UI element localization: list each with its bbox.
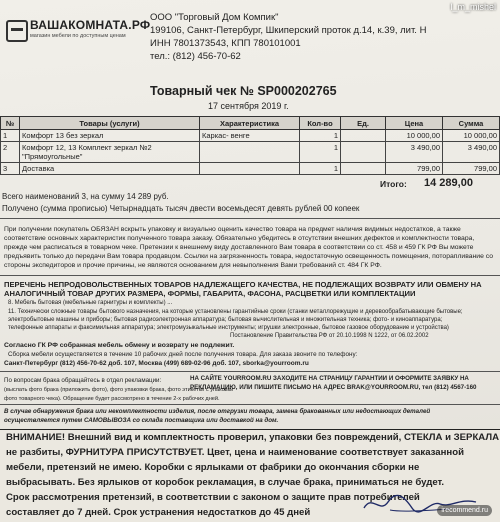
divider xyxy=(0,218,500,219)
total-label: Итого: xyxy=(380,179,407,189)
conditions-line: прежде чем расписаться в товарном чеке. Претензии к внешнему виду доставленного Вам товара в соответствии со ст. 458 и 459 ГК РФ Вы можете xyxy=(4,244,474,251)
row-characteristic xyxy=(200,142,300,163)
watermark: l_m_mishel xyxy=(450,2,496,12)
divider xyxy=(0,371,500,372)
row-number: 3 xyxy=(1,163,20,175)
notice-line: составляет до 7 дней. Срок устранения недостатков до 45 дней xyxy=(6,507,311,518)
logo-tagline: магазин мебели по доступным ценам xyxy=(30,33,126,39)
row-sum: 10 000,00 xyxy=(443,130,500,142)
row-unit xyxy=(341,142,386,163)
site-badge: irecommend.ru xyxy=(437,505,492,516)
row-sum: 3 490,00 xyxy=(443,142,500,163)
receipt-title: Товарный чек № SP000202765 xyxy=(150,84,337,98)
total-value: 14 289,00 xyxy=(424,177,473,189)
hidden-defects-line: осуществляется путем САМОВЫВОЗА со склада поставщика или доставкой на дом. xyxy=(4,417,279,424)
conditions-line: При получении покупатель ОБЯЗАН вскрыть упаковку и визуально оценить качество товара на предмет наличия видимых недостатков, а также xyxy=(4,226,461,233)
assembly-line: Санкт-Петербург (812) 456-70-62 доб. 107, Москва (499) 689-02-96 доб. 107, sborka@yourroom.ru xyxy=(4,360,309,367)
assembly-line: Согласно ГК РФ собранная мебель обмену и возврату не подлежит. xyxy=(4,342,235,349)
row-unit xyxy=(341,130,386,142)
assembly-line: Сборка мебели осуществляется в течение 10 рабочих дней после получения товара. Для заказа звоните по телефону: xyxy=(8,351,358,358)
row-number: 2 xyxy=(1,142,20,163)
company-logo xyxy=(6,10,151,48)
col-characteristic: Характеристика xyxy=(200,117,300,130)
table-row xyxy=(1,130,500,142)
notice-line: Срок рассмотрения претензий, в соответствии с законом о защите прав потребителей xyxy=(6,492,420,503)
row-number: 1 xyxy=(1,130,20,142)
row-sum: 799,00 xyxy=(443,163,500,175)
return-line: Постановление Правительства РФ от 20.10.1998 N 1222, от 06.02.2002 xyxy=(230,333,429,339)
col-number: № xyxy=(1,117,20,130)
logo-icon xyxy=(6,20,28,42)
notice-line: не разбиты, ФУРНИТУРА ПРИСУТСТВУЕТ. Цвет, цена и наименование соответствует заказанной xyxy=(6,447,464,458)
row-characteristic: Каркас- венге xyxy=(200,130,300,142)
notice-line: ВНИМАНИЕ! Внешний вид и комплектность проверил, упаковки без повреждений, СТЕКЛА и ЗЕРКАЛА xyxy=(6,432,500,443)
return-heading: АНАЛОГИЧНЫЙ ТОВАР ДРУГИХ РАЗМЕРА, ФОРМЫ, ГАБАРИТА, ФАСОНА, РАСЦВЕТКИ ИЛИ КОМПЛЕКТАЦИИ xyxy=(4,289,416,298)
table-row xyxy=(1,142,500,163)
row-qty: 1 xyxy=(300,163,341,175)
defects-line: фото товарного чека). Обращение будет рассмотрено в течение 2-х рабочих дней. xyxy=(4,396,220,402)
col-price: Цена xyxy=(386,117,443,130)
table-row xyxy=(1,163,500,175)
table-header-row xyxy=(1,117,500,130)
notice-line: выбрасывать. Без ярлыков от коробок рекламация, в случае брака, приниматься не будет. xyxy=(6,477,445,488)
row-price: 799,00 xyxy=(386,163,443,175)
return-line: 8. Мебель бытовая (мебельные гарнитуры и комплекты) ... xyxy=(8,300,173,306)
return-line: электробытовые машины и приборы; бытовая радиоэлектронная аппаратура; бытовая вычислительная и множительная техника; фото- и киноаппаратура; xyxy=(8,317,443,323)
logo-name: ВАШАКОМНАТА.РФ xyxy=(30,18,151,32)
company-address: 199106, Санкт-Петербург, Шкиперский проток д.14, к.39, лит. Н xyxy=(150,25,427,36)
defects-line: (выслать фото брака (приложить фото), фото упаковки брака, фото этикетки с упаковки xyxy=(4,387,234,393)
row-price: 10 000,00 xyxy=(386,130,443,142)
row-name: Комфорт 12, 13 Комплект зеркал №2 "Прямоугольные" xyxy=(20,142,200,163)
return-line: телефонные аппараты и факсимильная аппаратура; электромузыкальные инструменты; игрушки электронные, бытовое газовое оборудование и устройства) xyxy=(8,325,449,331)
defects-line: По вопросам брака обращайтесь в отдел рекламации: xyxy=(4,377,162,384)
col-qty: Кол-во xyxy=(300,117,341,130)
sum-in-words: Получено (сумма прописью) Четырнадцать тысяч двести восемьдесят девять рублей 00 копеек xyxy=(2,204,360,213)
row-unit xyxy=(341,163,386,175)
row-qty: 1 xyxy=(300,142,341,163)
divider xyxy=(0,275,500,276)
row-name: Комфорт 13 без зеркал xyxy=(20,130,200,142)
row-price: 3 490,00 xyxy=(386,142,443,163)
col-unit: Ед. xyxy=(341,117,386,130)
company-name: ООО "Торговый Дом Компик" xyxy=(150,12,279,23)
defects-line: РЕКЛАМАЦИЮ, ИЛИ ПИШИТЕ ПИСЬМО НА АДРЕС BRAK@YOURROOM.RU, тел (812) 4567-160 xyxy=(190,384,477,391)
return-heading: ПЕРЕЧЕНЬ НЕПРОДОВОЛЬСТВЕННЫХ ТОВАРОВ НАДЛЕЖАЩЕГО КАЧЕСТВА, НЕ ПОДЛЕЖАЩИХ ВОЗВРАТУ ИЛИ ОБМЕНУ НА xyxy=(4,280,482,289)
hidden-defects-line: В случае обнаружения брака или некомплектности изделия, после отгрузки товара, замена бракованных или недостающих деталей xyxy=(4,408,431,415)
conditions-line: предъявить только до передачи Вам товара продавцом. Ссылки на загрязненность товара, недостаточную освещенность помещения, поторапливание со xyxy=(4,253,493,260)
items-count-line: Всего наименований 3, на сумму 14 289 руб. xyxy=(2,192,169,201)
conditions-line: стороны экспедиторов и прочие причины, не являются основанием для невыполнения Вами требований ст. 484 ГК РФ. xyxy=(4,262,382,269)
company-phone: тел.: (812) 456-70-62 xyxy=(150,51,241,62)
return-line: 11. Технически сложные товары бытового назначения, на которые установлены гарантийные сроки (станки металлорежущие и деревообрабатывающие бытовые; xyxy=(8,309,463,315)
company-inn: ИНН 7801373543, КПП 780101001 xyxy=(150,38,301,49)
col-sum: Сумма xyxy=(443,117,500,130)
receipt-date: 17 сентября 2019 г. xyxy=(208,101,289,111)
col-goods: Товары (услуги) xyxy=(20,117,200,130)
defects-line: НА САЙТЕ YOURROOM.RU ЗАХОДИТЕ НА СТРАНИЦУ ГАРАНТИИ И ОФОРМИТЕ ЗАЯВКУ НА xyxy=(190,375,469,382)
row-name: Доставка xyxy=(20,163,200,175)
items-table xyxy=(0,116,500,175)
conditions-line: соответствие основных характеристик полученного товара заказу. Обязательно убедитесь в отсутствии внешних дефектов и комплектности товара, xyxy=(4,235,475,242)
notice-line: мебели, претензий не имею. Коробки с ярлыками от фабрики до окончания сборки не xyxy=(6,462,420,473)
row-qty: 1 xyxy=(300,130,341,142)
divider xyxy=(0,404,500,405)
row-characteristic xyxy=(200,163,300,175)
